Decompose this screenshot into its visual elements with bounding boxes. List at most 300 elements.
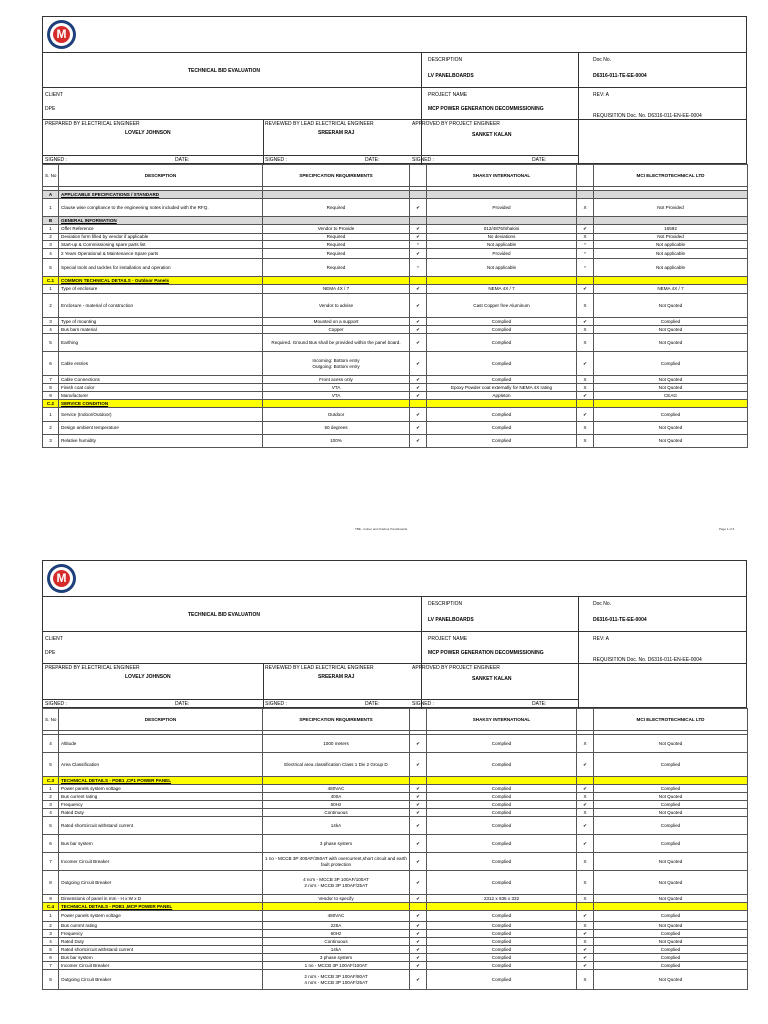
row-spec: Vendor to advise	[263, 294, 410, 318]
table-row	[43, 318, 748, 326]
row-description: Dimensions of panel in mm - H x W x D	[59, 895, 263, 903]
vendor-2-value: Not Quoted	[594, 384, 748, 392]
section-blank-cell	[410, 777, 427, 785]
vendor-1-value: Complied	[427, 318, 577, 326]
vendor-1-value: Complied	[427, 735, 577, 753]
table-row	[43, 970, 748, 990]
row-description: Design ambient temperature	[59, 422, 263, 435]
vendor-2-value: Not Quoted	[594, 922, 748, 930]
signed-3: SIGNED :	[412, 157, 434, 163]
logo-row	[43, 17, 746, 53]
vendor-1-value: Complied	[427, 422, 577, 435]
row-number: 7	[43, 376, 59, 384]
row-number: 1	[43, 225, 59, 234]
vendor-1-mark: ✔	[410, 954, 427, 962]
vendor-1-value: Complied	[427, 334, 577, 352]
vendor-1-value: Complied	[427, 922, 577, 930]
vendor-1-value: Complied	[427, 835, 577, 853]
vendor-2-value: NEMA 4X / 7	[594, 285, 748, 294]
vendor-1-mark: ✔	[410, 930, 427, 938]
vendor-2-mark: ✔	[577, 930, 594, 938]
prepared-label: PREPARED BY ELECTRICAL ENGINEER	[45, 665, 140, 671]
section-blank-cell	[263, 277, 410, 285]
row-spec: Outdoor	[263, 408, 410, 422]
section-title: TECHNICAL DETAILS - PDB1 ,MCP POWER PANEL	[59, 903, 263, 911]
vendor-2-mark: *	[577, 249, 594, 259]
reviewed-name: SREERAM RAJ	[318, 674, 355, 680]
prepared-label: PREPARED BY ELECTRICAL ENGINEER	[45, 121, 140, 127]
vendor-2-mark: X	[577, 326, 594, 334]
vendor-1-value: Provided	[427, 199, 577, 217]
description-label: DESCRIPTION	[428, 57, 463, 63]
vendor-2-mark: X	[577, 853, 594, 871]
vendor-1-value: Complied	[427, 793, 577, 801]
row-spec: 1000 meters	[263, 735, 410, 753]
vendor-2-value: Not Provided	[594, 234, 748, 241]
row-spec: Mounted on a support	[263, 318, 410, 326]
client-value: DPE	[45, 106, 56, 112]
section-title: TECHNICAL DETAILS - PDB1 ,CP1 POWER PANEL	[59, 777, 263, 785]
vendor-2-mark: ✔	[577, 753, 594, 777]
vendor-2-mark: X	[577, 735, 594, 753]
tbe-table-1	[42, 164, 748, 448]
row-number: 6	[43, 835, 59, 853]
vendor-1-value: Complied	[427, 408, 577, 422]
vendor-2-value: Complied	[594, 801, 748, 809]
table-row	[43, 785, 748, 793]
vendor-1-value: Complied	[427, 801, 577, 809]
vendor-1-value: Not applicable	[427, 241, 577, 249]
vendor-1-value: Appleton	[427, 392, 577, 400]
row-description: Special tools and tackles for installation and operation	[59, 259, 263, 277]
section-blank-cell	[410, 277, 427, 285]
vendor-1-value: Complied	[427, 930, 577, 938]
table-row	[43, 294, 748, 318]
vendor-1-value: Not applicable	[427, 259, 577, 277]
row-spec: 480VAC	[263, 785, 410, 793]
vendor-2-value: Not Quoted	[594, 970, 748, 990]
row-spec: Required	[263, 259, 410, 277]
vendor-1-mark: ✔	[410, 871, 427, 895]
row-number: 3	[43, 241, 59, 249]
row-description: Altitude	[59, 735, 263, 753]
signed-2: SIGNED :	[265, 157, 287, 163]
requisition-label: REQUISITION Doc. No. D6316-011-EN-EE-0004	[593, 113, 702, 119]
row-description: Finish coat color	[59, 384, 263, 392]
row-description: Frequency	[59, 801, 263, 809]
col-description: DESCRIPTION	[59, 165, 263, 187]
vendor-1-value: Complied	[427, 753, 577, 777]
section-header-row	[43, 217, 748, 225]
footer-page: Page 1 of 6	[719, 527, 735, 531]
date-1: DATE:	[175, 701, 190, 707]
vendor-2-value: Not applicable	[594, 259, 748, 277]
row-number: 5	[43, 817, 59, 835]
description-value: LV PANELBOARDS	[428, 617, 474, 623]
vendor-1-value: Complied	[427, 962, 577, 970]
vendor-1-mark: ✔	[410, 225, 427, 234]
vendor-2-value: Not Quoted	[594, 735, 748, 753]
row-number: 8	[43, 871, 59, 895]
signed-1: SIGNED :	[45, 701, 67, 707]
section-blank-cell	[410, 400, 427, 408]
row-number: 9	[43, 895, 59, 903]
vendor-2-value: Complied	[594, 408, 748, 422]
vendor-1-mark: ✔	[410, 384, 427, 392]
row-description: Cable Connections	[59, 376, 263, 384]
row-spec: 480VAC	[263, 911, 410, 922]
row-spec: 3 phase system	[263, 954, 410, 962]
vendor-2-value: Not applicable	[594, 241, 748, 249]
reviewed-name: SREERAM RAJ	[318, 130, 355, 136]
row-description: Bus bar system	[59, 954, 263, 962]
row-number: 7	[43, 962, 59, 970]
row-number: 3	[43, 318, 59, 326]
vendor-1-value: Complied	[427, 938, 577, 946]
vendor-2-mark: X	[577, 938, 594, 946]
row-description: Bus bar system	[59, 835, 263, 853]
document-header	[42, 560, 747, 708]
section-blank-cell	[410, 903, 427, 911]
row-spec: VTA	[263, 384, 410, 392]
vendor-2-mark: ✔	[577, 408, 594, 422]
vendor-2-value: Not Provided	[594, 199, 748, 217]
row-number: 4	[43, 809, 59, 817]
company-logo-icon: M	[47, 564, 76, 593]
vendor-2-value: Not Quoted	[594, 793, 748, 801]
row-spec: 60Hz	[263, 930, 410, 938]
table-row	[43, 962, 748, 970]
table-row	[43, 408, 748, 422]
row-number: 1	[43, 285, 59, 294]
row-number: 6	[43, 352, 59, 376]
vendor-2-mark: ✔	[577, 817, 594, 835]
section-blank-cell	[594, 777, 748, 785]
table-row	[43, 249, 748, 259]
vendor-2-mark: ✔	[577, 285, 594, 294]
vendor-2-value: Complied	[594, 753, 748, 777]
table-row	[43, 384, 748, 392]
row-spec: Required	[263, 199, 410, 217]
reviewed-label: REVIEWED BY LEAD ELECTRICAL ENGINEER	[265, 121, 374, 127]
section-blank-cell	[577, 400, 594, 408]
col-spec: SPECIFICATION REQUIREMENTS	[263, 165, 410, 187]
section-number: C.4	[43, 903, 59, 911]
vendor-1-value: Complied	[427, 352, 577, 376]
section-blank-cell	[263, 903, 410, 911]
row-description: Relative humidity	[59, 435, 263, 448]
vendor-2-mark: X	[577, 871, 594, 895]
approved-name: SANKET KALAN	[472, 676, 512, 682]
vendor-2-value: Not Quoted	[594, 809, 748, 817]
table-row	[43, 801, 748, 809]
vendor-2-value: Not Quoted	[594, 334, 748, 352]
row-spec: NEMA 4X / 7	[263, 285, 410, 294]
doc-title: TECHNICAL BID EVALUATION	[188, 68, 260, 74]
row-number: 5	[43, 946, 59, 954]
row-description: Manufacturer	[59, 392, 263, 400]
vendor-2-mark: ✔	[577, 946, 594, 954]
logo-row	[43, 561, 746, 597]
vendor-2-value: Not Quoted	[594, 294, 748, 318]
vendor-2-value: Complied	[594, 962, 748, 970]
vendor-1-mark: ✔	[410, 334, 427, 352]
vendor-1-mark: ✔	[410, 785, 427, 793]
vendor-1-value: Complied	[427, 326, 577, 334]
section-blank-cell	[594, 191, 748, 199]
table-row	[43, 753, 748, 777]
section-blank-cell	[577, 191, 594, 199]
section-blank-cell	[427, 400, 577, 408]
row-number: 6	[43, 954, 59, 962]
vendor-1-value: Complied	[427, 785, 577, 793]
table-row	[43, 895, 748, 903]
vendor-1-value: Complied	[427, 435, 577, 448]
vendor-2-value: Not Quoted	[594, 422, 748, 435]
vendor-2-value: Complied	[594, 954, 748, 962]
row-description: Power panels system voltage	[59, 785, 263, 793]
row-description: Service (Indoor/Outdoor)	[59, 408, 263, 422]
row-number: 2	[43, 793, 59, 801]
vendor-2-value: Complied	[594, 946, 748, 954]
vendor-1-value: 012/4876/Shakini	[427, 225, 577, 234]
reviewed-label: REVIEWED BY LEAD ELECTRICAL ENGINEER	[265, 665, 374, 671]
row-number: 2	[43, 922, 59, 930]
vendor-1-mark: ✔	[410, 234, 427, 241]
vendor-2-mark: X	[577, 376, 594, 384]
project-label: PROJECT NAME	[428, 636, 468, 642]
section-blank-cell	[577, 903, 594, 911]
vendor-2-mark: X	[577, 384, 594, 392]
vendor-1-mark: ✔	[410, 392, 427, 400]
section-blank-cell	[410, 191, 427, 199]
vendor-2-mark: X	[577, 435, 594, 448]
vendor-2-mark: X	[577, 234, 594, 241]
vendor-2-mark: X	[577, 199, 594, 217]
vendor-1-mark: ✔	[410, 422, 427, 435]
vendor-1-value: Complied	[427, 809, 577, 817]
vendor-2-mark: ✔	[577, 911, 594, 922]
vendor-2-mark: X	[577, 422, 594, 435]
vendor-1-mark: ✔	[410, 294, 427, 318]
section-header-row	[43, 277, 748, 285]
doc-no-value: D6316-011-TE-EE-0004	[593, 617, 647, 623]
row-spec: 1 no - MCCB 3P 400AF/350AT with overcurrent,short circuit and earth fault protection	[263, 853, 410, 871]
vendor-2-mark: ✔	[577, 392, 594, 400]
vendor-1-mark: ✔	[410, 435, 427, 448]
vendor-1-mark: *	[410, 241, 427, 249]
row-spec: Copper	[263, 326, 410, 334]
section-blank-cell	[577, 217, 594, 225]
vendor-2-mark: ✔	[577, 225, 594, 234]
section-number: C.1	[43, 277, 59, 285]
row-number: 2	[43, 294, 59, 318]
row-spec: 14kA	[263, 946, 410, 954]
row-number: 4	[43, 735, 59, 753]
vendor-2-mark: X	[577, 895, 594, 903]
col-vendor-1: SHAKSY INTERNATIONAL	[427, 709, 577, 731]
project-value: MCP POWER GENERATION DECOMMISSIONING	[428, 106, 544, 112]
section-title: COMMON TECHNICAL DETAILS - Outdoor Panels	[59, 277, 263, 285]
row-spec: Electrical area classification Class 1 Div 2 Group D	[263, 753, 410, 777]
vendor-1-mark: ✔	[410, 793, 427, 801]
table-row	[43, 930, 748, 938]
vendor-1-mark: ✔	[410, 895, 427, 903]
table-row	[43, 922, 748, 930]
section-blank-cell	[594, 277, 748, 285]
table-row	[43, 259, 748, 277]
row-number: 9	[43, 392, 59, 400]
vendor-1-value: NEMA 4X / 7	[427, 285, 577, 294]
section-title: SERVICE CONDITION	[59, 400, 263, 408]
section-title: APPLICABLE SPECIFICATIONS / STANDARD	[59, 191, 263, 199]
table-row	[43, 954, 748, 962]
vendor-2-value: Not Quoted	[594, 938, 748, 946]
table-row	[43, 938, 748, 946]
vendor-2-mark: X	[577, 809, 594, 817]
approved-label: APPROVED BY PROJECT ENGINEER	[412, 665, 500, 671]
row-spec: Continuous	[263, 809, 410, 817]
section-blank-cell	[577, 277, 594, 285]
vendor-2-value: Not Quoted	[594, 376, 748, 384]
tbe-page-1	[42, 16, 747, 531]
vendor-1-mark: ✔	[410, 911, 427, 922]
table-row	[43, 225, 748, 234]
row-number: 2	[43, 234, 59, 241]
row-description: Earthing	[59, 334, 263, 352]
vendor-1-mark: ✔	[410, 946, 427, 954]
vendor-2-value: Not Quoted	[594, 326, 748, 334]
vendor-1-mark: ✔	[410, 326, 427, 334]
vendor-2-mark: ✔	[577, 954, 594, 962]
col-sno: S. No	[43, 709, 59, 731]
vendor-2-mark: *	[577, 241, 594, 249]
row-number: 4	[43, 249, 59, 259]
section-title: GENERAL INFORMATION	[59, 217, 263, 225]
row-spec: 1 no - MCCB 3P 100AF/100AT	[263, 962, 410, 970]
row-description: Rated Duty	[59, 809, 263, 817]
row-description: Rated Duty	[59, 938, 263, 946]
row-number: 8	[43, 970, 59, 990]
vendor-2-mark: ✔	[577, 352, 594, 376]
vendor-2-mark: X	[577, 294, 594, 318]
vendor-1-mark: ✔	[410, 735, 427, 753]
vendor-1-mark: ✔	[410, 835, 427, 853]
row-description: Start-up & Commissioning spare parts list	[59, 241, 263, 249]
prepared-name: LOVELY JOHNSON	[125, 130, 171, 136]
row-description: Cable entries	[59, 352, 263, 376]
section-blank-cell	[594, 903, 748, 911]
vendor-1-mark: *	[410, 259, 427, 277]
date-2: DATE:	[365, 701, 380, 707]
row-description: Clause wise compliance to the engineering notes included with the RFQ.	[59, 199, 263, 217]
table-row	[43, 817, 748, 835]
vendor-1-mark: ✔	[410, 376, 427, 384]
vendor-2-value: Complied	[594, 318, 748, 326]
row-number: 5	[43, 753, 59, 777]
vendor-1-mark: ✔	[410, 199, 427, 217]
section-number: B	[43, 217, 59, 225]
table-row	[43, 352, 748, 376]
date-3: DATE:	[532, 701, 547, 707]
vendor-1-mark: ✔	[410, 970, 427, 990]
section-number: A	[43, 191, 59, 199]
company-logo-icon: M	[47, 20, 76, 49]
vendor-1-value: Complied	[427, 871, 577, 895]
row-spec: Required	[263, 241, 410, 249]
col-vendor-2: MCI ELECTROTECHNICAL LTD	[594, 165, 748, 187]
table-row	[43, 946, 748, 954]
prepared-name: LOVELY JOHNSON	[125, 674, 171, 680]
row-spec: Incoming: Bottom entry Outgoing: Bottom entry	[263, 352, 410, 376]
vendor-2-value: Not Quoted	[594, 435, 748, 448]
table-row	[43, 871, 748, 895]
section-blank-cell	[263, 217, 410, 225]
row-description: Rated shortcircuit withstand current	[59, 946, 263, 954]
vendor-1-mark: ✔	[410, 809, 427, 817]
row-number: 2	[43, 422, 59, 435]
row-spec: 60Hz	[263, 801, 410, 809]
tbe-page-2	[42, 560, 747, 990]
row-number: 4	[43, 326, 59, 334]
vendor-1-value: Complied	[427, 853, 577, 871]
col-description: DESCRIPTION	[59, 709, 263, 731]
section-blank-cell	[594, 400, 748, 408]
rev-label: REV: A	[593, 636, 609, 642]
description-label: DESCRIPTION	[428, 601, 463, 607]
vendor-2-mark: ✔	[577, 962, 594, 970]
vendor-1-value: Complied	[427, 911, 577, 922]
rev-label: REV: A	[593, 92, 609, 98]
section-blank-cell	[427, 191, 577, 199]
vendor-2-value: Not Quoted	[594, 853, 748, 871]
date-3: DATE:	[532, 157, 547, 163]
vendor-1-mark: ✔	[410, 352, 427, 376]
vendor-1-value: Provided	[427, 249, 577, 259]
signed-1: SIGNED :	[45, 157, 67, 163]
section-blank-cell	[263, 191, 410, 199]
table-row	[43, 435, 748, 448]
row-spec: Continuous	[263, 938, 410, 946]
section-blank-cell	[594, 217, 748, 225]
row-description: Deviation form filled by vendor if applicable	[59, 234, 263, 241]
project-value: MCP POWER GENERATION DECOMMISSIONING	[428, 650, 544, 656]
section-number: C.3	[43, 777, 59, 785]
col-vendor-2: MCI ELECTROTECHNICAL LTD	[594, 709, 748, 731]
vendor-2-value: Not Quoted	[594, 871, 748, 895]
vendor-2-mark: ✔	[577, 785, 594, 793]
doc-no-label: Doc No.	[593, 601, 612, 607]
vendor-2-value: Not applicable	[594, 249, 748, 259]
tbe-table-2	[42, 708, 748, 990]
row-description: Type of enclosure	[59, 285, 263, 294]
row-description: Power panels system voltage	[59, 911, 263, 922]
vendor-1-value: Complied	[427, 817, 577, 835]
section-number: C.2	[43, 400, 59, 408]
section-blank-cell	[427, 277, 577, 285]
client-value: DPE	[45, 650, 56, 656]
vendor-2-mark: X	[577, 970, 594, 990]
vendor-2-mark: X	[577, 922, 594, 930]
section-blank-cell	[263, 777, 410, 785]
table-row	[43, 376, 748, 384]
row-spec: Required	[263, 249, 410, 259]
doc-no-value: D6316-011-TE-EE-0004	[593, 73, 647, 79]
description-value: LV PANELBOARDS	[428, 73, 474, 79]
row-description: Incomer Circuit Breaker	[59, 962, 263, 970]
requisition-label: REQUISITION Doc. No. D6316-011-EN-EE-0004	[593, 657, 702, 663]
table-row	[43, 422, 748, 435]
